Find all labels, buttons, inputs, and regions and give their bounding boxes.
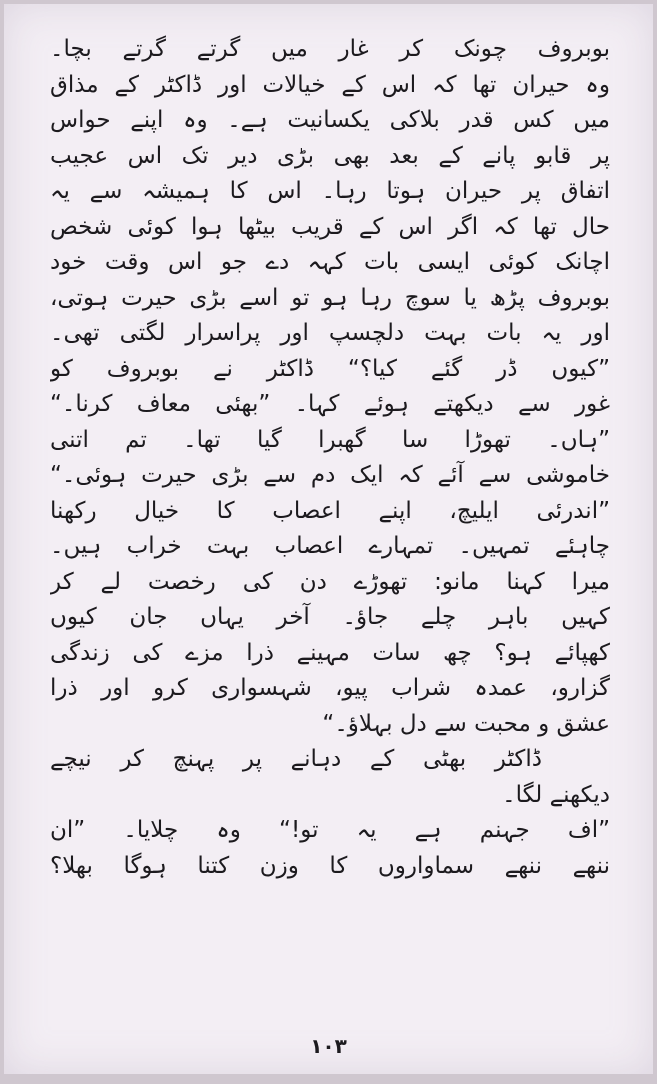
text-line: پر قابو پانے کے بعد بھی بڑی دیر تک اس عجیب: [50, 142, 610, 169]
body-text: [50, 32, 610, 884]
text-line: ”اندرئی ایلیچ، اپنے اعصاب کا خیال رکھنا: [50, 497, 610, 524]
text-line: ”ہاں۔ تھوڑا سا گھبرا گیا تھا۔ تم اتنی: [50, 426, 610, 453]
text-line: دیکھنے لگا۔: [502, 781, 610, 808]
text-line: اتفاق پر حیران ہوتا رہا۔ اس کا ہمیشہ سے یہ: [50, 178, 610, 204]
text-line: بوبروف چونک کر غار میں گرتے گرتے بچا۔: [50, 36, 610, 62]
text-line: بوبروف پڑھ یا سوچ رہا ہو تو اسے بڑی حیرت ہوتی،: [50, 284, 610, 311]
text-line: اچانک کوئی ایسی بات کہہ دے جو اس وقت خود: [50, 249, 610, 275]
text-line: کہیں باہر چلے جاؤ۔ آخر یہاں جان کیوں: [50, 604, 610, 630]
text-line: خاموشی سے آئے کہ ایک دم سے بڑی حیرت ہوئی۔“: [50, 462, 610, 488]
text-line: غور سے دیکھتے ہوئے کہا۔ ”بھئی معاف کرنا۔“: [50, 391, 610, 417]
text-line: گزارو، عمدہ شراب پیو، شہسواری کرو اور ذرا: [50, 675, 610, 701]
text-line: ڈاکٹر بھٹی کے دہانے پر پہنچ کر نیچے: [50, 746, 542, 772]
page-number: ۱۰۳: [310, 1034, 347, 1058]
text-line: حال تھا کہ اگر اس کے قریب بیٹھا ہوا کوئی شخص: [50, 213, 610, 240]
text-line: اور یہ بات بہت دلچسپ اور پراسرار لگتی تھی۔: [50, 320, 610, 346]
text-line: کھپائے ہو؟ چھ سات مہینے ذرا مزے کی زندگی: [50, 639, 610, 666]
text-line: ”اف جہنم ہے یہ تو!“ وہ چلایا۔ ”ان: [50, 817, 610, 843]
text-line: میرا کہنا مانو: تھوڑے دن کی رخصت لے کر: [50, 568, 610, 595]
book-page: [4, 4, 653, 1074]
text-line: ”کیوں ڈر گئے کیا؟“ ڈاکٹر نے بوبروف کو: [50, 355, 610, 382]
text-line: ننھے ننھے سماواروں کا وزن کتنا ہوگا بھلا؟: [50, 852, 610, 879]
text-line: چاہئے تمہیں۔ تمہارے اعصاب بہت خراب ہیں۔: [50, 533, 610, 559]
text-line: عشق و محبت سے دل بہلاؤ۔“: [322, 710, 610, 737]
text-line: وہ حیران تھا کہ اس کے خیالات اور ڈاکٹر کے مذاق: [50, 71, 610, 98]
text-line: میں کس قدر بلاکی یکسانیت ہے۔ وہ اپنے حواس: [50, 107, 610, 133]
